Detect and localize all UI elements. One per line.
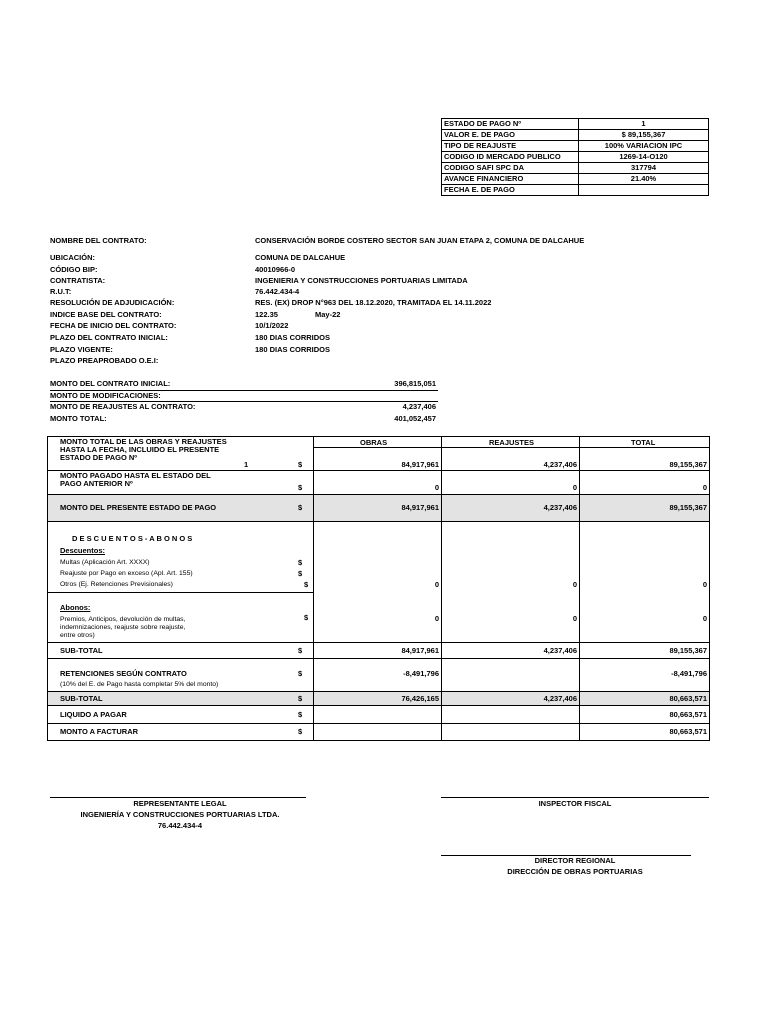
amount-value: 401,052,457 bbox=[394, 414, 436, 423]
discount-otros: Otros (Ej. Retenciones Previsionales) bbox=[60, 581, 173, 588]
subtotal1-obras: 84,917,961 bbox=[401, 646, 439, 655]
net-payable-total: 80,663,571 bbox=[669, 710, 707, 719]
summary-label: CODIGO ID MERCADO PUBLICO bbox=[442, 152, 579, 163]
header-reajustes: REAJUSTES bbox=[489, 438, 535, 447]
summary-value bbox=[579, 185, 709, 196]
row-divider bbox=[48, 494, 709, 495]
index-date: May-22 bbox=[315, 310, 341, 319]
summary-row bbox=[442, 163, 709, 174]
discounts-subtitle: Descuentos: bbox=[60, 546, 106, 555]
row1-currency: $ bbox=[298, 460, 303, 469]
summary-value: 1269-14-O120 bbox=[579, 152, 709, 163]
credits-line1: Premios, Anticipos, devolución de multas, bbox=[60, 616, 186, 623]
summary-label: ESTADO DE PAGO Nº bbox=[442, 119, 579, 130]
invoice-amount-label: MONTO A FACTURAR bbox=[60, 727, 139, 736]
row3-obras: 84,917,961 bbox=[401, 503, 439, 512]
legal-rep-company: INGENIERÍA Y CONSTRUCCIONES PORTUARIAS LTDA. bbox=[80, 810, 280, 819]
discount-currency: $ bbox=[304, 580, 309, 589]
summary-label: TIPO DE REAJUSTE bbox=[442, 141, 579, 152]
amount-label: MONTO TOTAL: bbox=[50, 414, 107, 423]
subtotal2-currency: $ bbox=[298, 694, 303, 703]
info-value: 40010966-0 bbox=[255, 265, 296, 274]
info-value: 180 DIAS CORRIDOS bbox=[255, 333, 331, 342]
info-value: COMUNA DE DALCAHUE bbox=[255, 253, 346, 262]
credits-obras: 0 bbox=[434, 614, 439, 623]
net-payable-label: LIQUIDO A PAGAR bbox=[60, 710, 127, 719]
retentions-label: RETENCIONES SEGÚN CONTRATO bbox=[60, 669, 187, 678]
discount-obras: 0 bbox=[434, 580, 439, 589]
shade-subtotal bbox=[48, 691, 709, 705]
info-label: RESOLUCIÓN DE ADJUDICACIÓN: bbox=[50, 298, 175, 307]
row-divider bbox=[48, 723, 709, 724]
summary-row bbox=[442, 130, 709, 141]
row1-obras: 84,917,961 bbox=[401, 460, 439, 469]
row-divider bbox=[48, 642, 709, 643]
amount-label: MONTO DE REAJUSTES AL CONTRATO: bbox=[50, 402, 196, 411]
credits-line2: indemnizaciones, reajuste sobre reajuste, bbox=[60, 624, 186, 631]
row1-label-l2: HASTA LA FECHA, INCLUIDO EL PRESENTE bbox=[60, 445, 220, 454]
director-department: DIRECCIÓN DE OBRAS PORTUARIAS bbox=[507, 867, 643, 876]
director-title: DIRECTOR REGIONAL bbox=[534, 856, 616, 865]
summary-row bbox=[442, 152, 709, 163]
invoice-amount-currency: $ bbox=[298, 727, 303, 736]
info-value: 122.35 bbox=[255, 310, 278, 319]
summary-row bbox=[442, 141, 709, 152]
subtotal2-reajustes: 4,237,406 bbox=[543, 694, 577, 703]
summary-row bbox=[442, 119, 709, 130]
amount-value: 396,815,051 bbox=[394, 379, 436, 388]
discount-total: 0 bbox=[702, 580, 707, 589]
row-divider bbox=[48, 691, 709, 692]
discount-multas: Multas (Aplicación Art. XXXX) bbox=[60, 559, 150, 566]
info-label: UBICACIÓN: bbox=[50, 253, 95, 262]
amount-value: 4,237,406 bbox=[402, 402, 436, 411]
col-divider bbox=[441, 437, 442, 740]
discount-reajustes: 0 bbox=[572, 580, 577, 589]
info-value: RES. (EX) DROP N°963 DEL 18.12.2020, TRAMITADA EL 14.11.2022 bbox=[255, 298, 492, 307]
discount-reajuste: Reajuste por Pago en exceso (Apl. Art. 155) bbox=[60, 570, 193, 577]
subtotal1-currency: $ bbox=[298, 646, 303, 655]
subtotal1-total: 89,155,367 bbox=[669, 646, 707, 655]
row1-label-l3: ESTADO DE PAGO Nº bbox=[60, 453, 138, 462]
discount-currency: $ bbox=[298, 569, 303, 578]
row2-currency: $ bbox=[298, 483, 303, 492]
row-divider bbox=[48, 521, 709, 522]
info-label: PLAZO PREAPROBADO O.E.I: bbox=[50, 356, 159, 365]
summary-value: $ 89,155,367 bbox=[579, 130, 709, 141]
invoice-amount-total: 80,663,571 bbox=[669, 727, 707, 736]
legal-rep-rut: 76.442.434-4 bbox=[157, 821, 203, 830]
col-divider bbox=[313, 437, 314, 740]
contract-name-label: NOMBRE DEL CONTRATO: bbox=[50, 236, 147, 245]
row2-label-l1: MONTO PAGADO HASTA EL ESTADO DEL bbox=[60, 471, 211, 480]
inspector-title: INSPECTOR FISCAL bbox=[538, 799, 612, 808]
subtotal2-label: SUB-TOTAL bbox=[60, 694, 103, 703]
col-divider bbox=[579, 437, 580, 740]
row1-ep-number: 1 bbox=[244, 460, 249, 469]
subtotal2-total: 80,663,571 bbox=[669, 694, 707, 703]
info-label: FECHA DE INICIO DEL CONTRATO: bbox=[50, 321, 177, 330]
summary-value: 21.40% bbox=[579, 174, 709, 185]
info-value: 180 DIAS CORRIDOS bbox=[255, 345, 331, 354]
info-label: PLAZO VIGENTE: bbox=[50, 345, 113, 354]
row3-reajustes: 4,237,406 bbox=[543, 503, 577, 512]
summary-label: VALOR E. DE PAGO bbox=[442, 130, 579, 141]
summary-label: AVANCE FINANCIERO bbox=[442, 174, 579, 185]
summary-label: CODIGO SAFI SPC DA bbox=[442, 163, 579, 174]
credits-line3: entre otros) bbox=[60, 632, 95, 639]
row2-reajustes: 0 bbox=[572, 483, 577, 492]
payment-table bbox=[47, 436, 710, 741]
retentions-obras: -8,491,796 bbox=[403, 669, 439, 678]
subtotal1-reajustes: 4,237,406 bbox=[543, 646, 577, 655]
info-value: 10/1/2022 bbox=[255, 321, 289, 330]
retentions-currency: $ bbox=[298, 669, 303, 678]
net-payable-currency: $ bbox=[298, 710, 303, 719]
credits-reajustes: 0 bbox=[572, 614, 577, 623]
row3-total: 89,155,367 bbox=[669, 503, 707, 512]
row1-label-l1: MONTO TOTAL DE LAS OBRAS Y REAJUSTES bbox=[60, 437, 227, 446]
retentions-total: -8,491,796 bbox=[671, 669, 707, 678]
row3-currency: $ bbox=[298, 503, 303, 512]
subtotal2-obras: 76,426,165 bbox=[401, 694, 439, 703]
amount-label: MONTO DE MODIFICACIONES: bbox=[50, 391, 161, 400]
subtotal1-label: SUB-TOTAL bbox=[60, 646, 103, 655]
row2-label-l2: PAGO ANTERIOR Nº bbox=[60, 479, 133, 488]
row-divider bbox=[48, 592, 313, 593]
summary-table bbox=[441, 118, 709, 196]
info-label: CÓDIGO BIP: bbox=[50, 265, 98, 274]
credits-total: 0 bbox=[702, 614, 707, 623]
summary-label: FECHA E. DE PAGO bbox=[442, 185, 579, 196]
legal-rep-title: REPRESENTANTE LEGAL bbox=[133, 799, 227, 808]
summary-row bbox=[442, 174, 709, 185]
row3-label: MONTO DEL PRESENTE ESTADO DE PAGO bbox=[60, 503, 217, 512]
row-divider bbox=[313, 447, 709, 448]
info-label: PLAZO DEL CONTRATO INICIAL: bbox=[50, 333, 168, 342]
discounts-title: D E S C U E N T O S - A B O N O S bbox=[72, 534, 193, 543]
credits-currency: $ bbox=[304, 613, 309, 622]
header-obras: OBRAS bbox=[360, 438, 388, 447]
info-label: R.U.T: bbox=[50, 287, 72, 296]
discount-currency: $ bbox=[298, 558, 303, 567]
row1-total: 89,155,367 bbox=[669, 460, 707, 469]
credits-title: Abonos: bbox=[60, 603, 91, 612]
row-divider bbox=[48, 658, 709, 659]
summary-row bbox=[442, 185, 709, 196]
contract-name-value: CONSERVACIÓN BORDE COSTERO SECTOR SAN JUAN ETAPA 2, COMUNA DE DALCAHUE bbox=[255, 236, 585, 245]
info-label: INDICE BASE DEL CONTRATO: bbox=[50, 310, 162, 319]
row2-obras: 0 bbox=[434, 483, 439, 492]
summary-value: 317794 bbox=[579, 163, 709, 174]
retentions-note: (10% del E. de Pago hasta completar 5% del monto) bbox=[60, 681, 219, 688]
header-total: TOTAL bbox=[631, 438, 656, 447]
row1-reajustes: 4,237,406 bbox=[543, 460, 577, 469]
row2-total: 0 bbox=[702, 483, 707, 492]
row-divider bbox=[48, 705, 709, 706]
summary-value: 1 bbox=[579, 119, 709, 130]
info-label: CONTRATISTA: bbox=[50, 276, 106, 285]
info-value: INGENIERIA Y CONSTRUCCIONES PORTUARIAS LIMITADA bbox=[255, 276, 468, 285]
amount-label: MONTO DEL CONTRATO INICIAL: bbox=[50, 379, 171, 388]
info-value: 76.442.434-4 bbox=[255, 287, 300, 296]
summary-value: 100% VARIACION IPC bbox=[579, 141, 709, 152]
